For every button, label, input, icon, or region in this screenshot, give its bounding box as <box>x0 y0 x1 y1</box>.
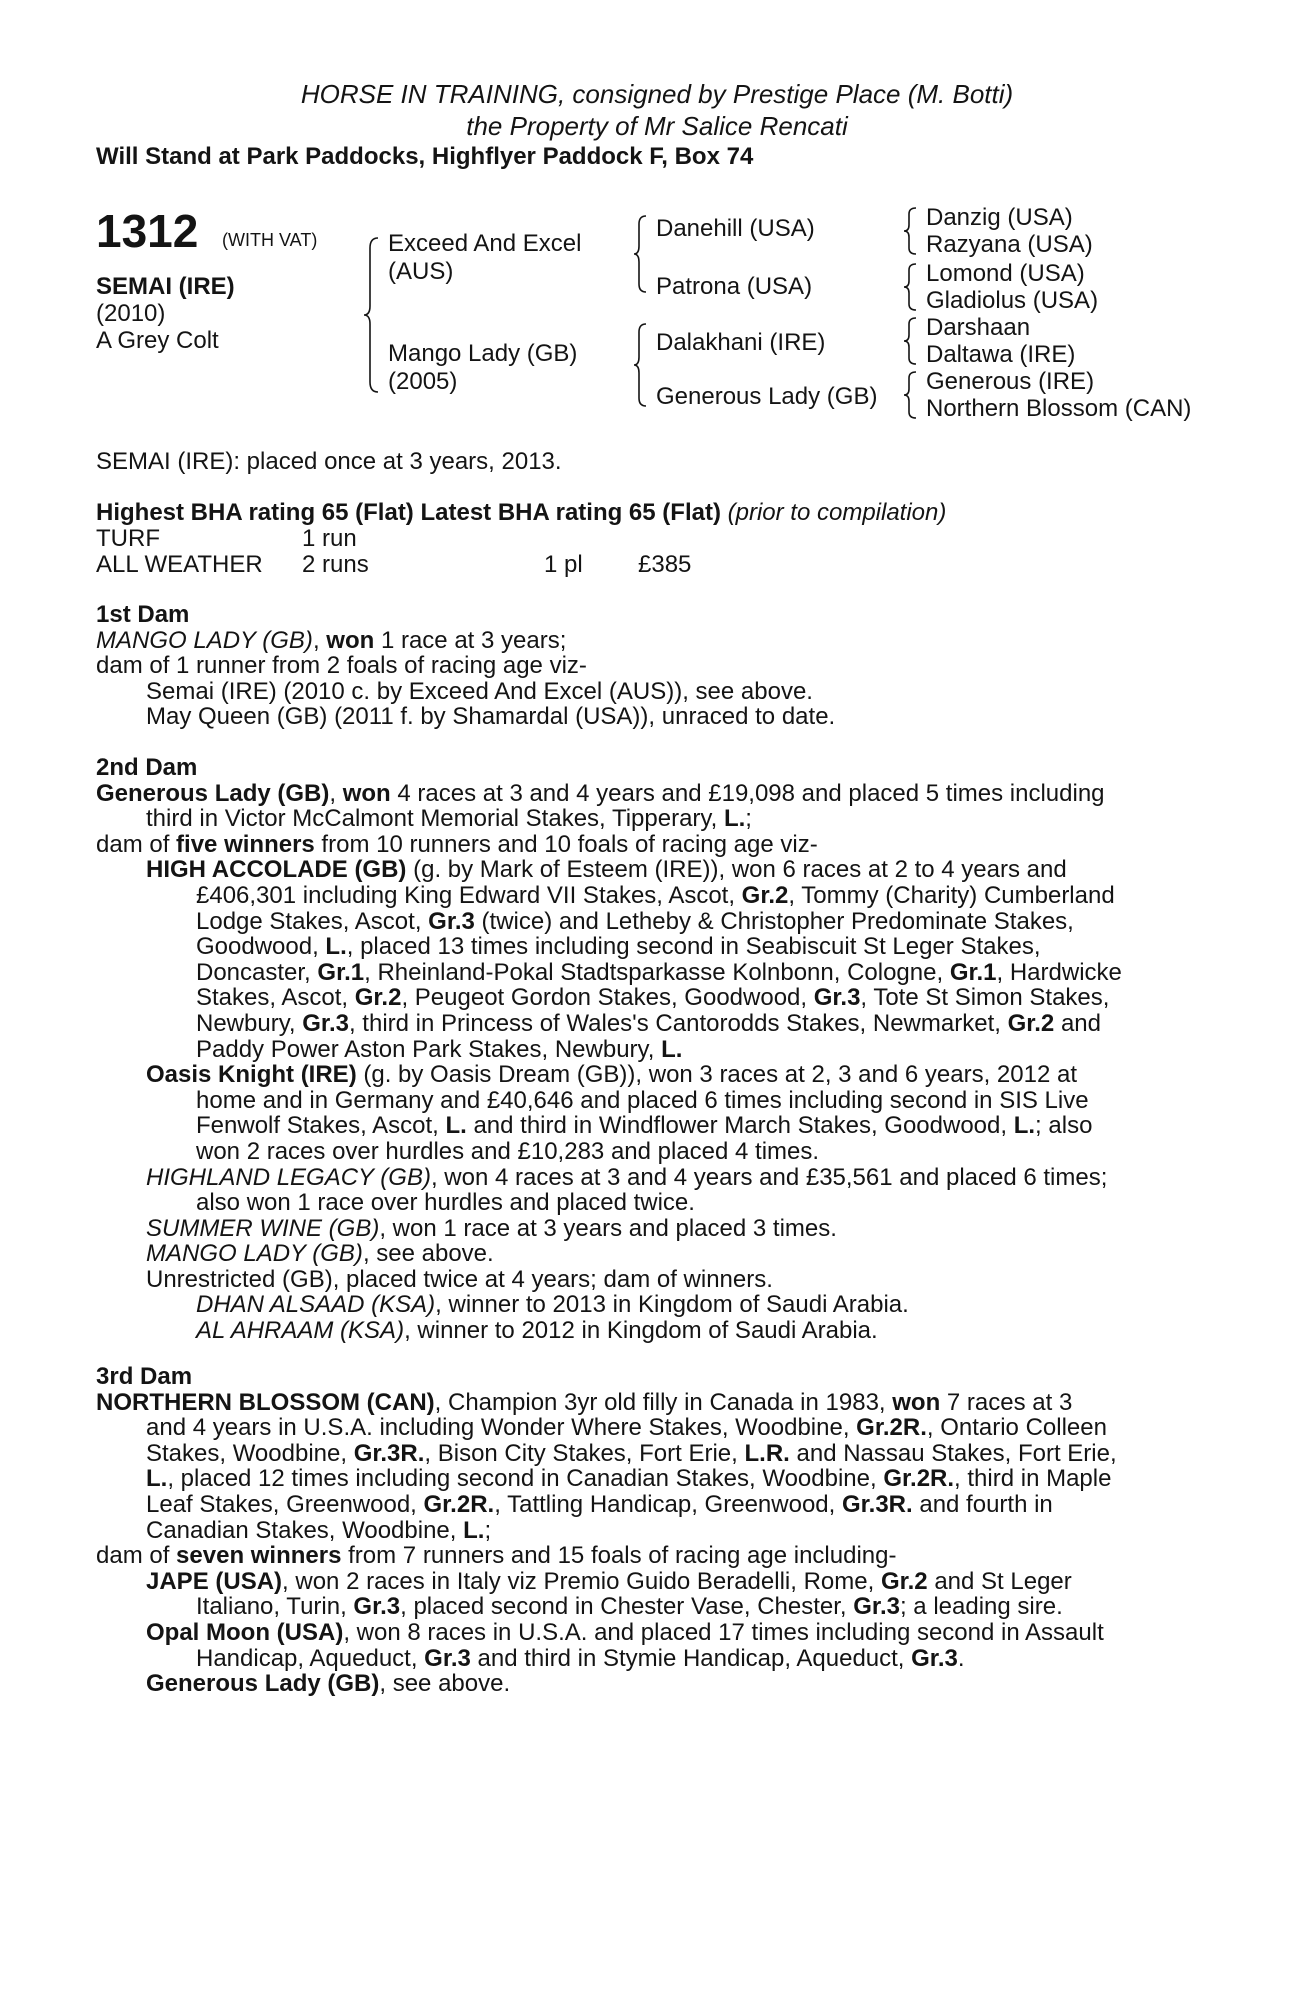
record-aw-placed: 1 pl <box>544 551 583 578</box>
record-row-aw: ALL WEATHER <box>96 551 263 578</box>
pedigree-brace-g12 <box>902 206 922 256</box>
bha-rating-note: (prior to compilation) <box>727 499 947 526</box>
first-dam-foal-1: Semai (IRE) (2010 c. by Exceed And Excel (AUS)), see above. <box>146 677 813 705</box>
pedigree-sire-dam: Patrona (USA) <box>656 273 813 300</box>
third-dam-section: 3rd Dam NORTHERN BLOSSOM (CAN), Champion 3yr old filly in Canada in 1983, won 7 races at 3 and 4 years in U.S.A. including Wonder Where Stakes, Woodbine, Gr.2R., Ontario Colleen Stakes, Woodbine, Gr.3R., Bison City Stakes, Fort Erie, L.R. and Nassau Stakes, Fort Erie, L., placed 12 times including second in Canadian Stakes, Woodbine, Gr.2R., third in Maple Leaf Stakes, Greenwood, Gr.2R., Tattling Handicap, Greenwood, Gr.3R. and fourth in Canadian Stakes, Woodbine, L.; dam of seven winners from 7 runners and 15 foals of racing age including- JAPE (USA), won 2 races in Italy viz Premio Guido Beradelli, Rome, Gr.2 and St Leger Italiano, Turin, Gr.3, placed second in Chester Vase, Chester, Gr.3; a leading sire. Opal Moon (USA), won 8 races in U.S.A. and placed 17 times including second in Assault Handicap, Aqueduct, Gr.3 and third in Stymie Handicap, Aqueduct, Gr.3. Generous Lady (GB), see above. <box>96 1364 1200 1697</box>
header-property: the Property of Mr Salice Rencati <box>466 111 848 141</box>
pedigree-brace-g34 <box>902 262 922 312</box>
produce-jape: JAPE (USA), won 2 races in Italy viz Premio Guido Beradelli, Rome, Gr.2 and St Leger <box>146 1567 1072 1595</box>
pedigree-brace-sire <box>632 214 652 294</box>
pedigree-g1: Danzig (USA) <box>926 204 1073 231</box>
third-dam-produce: dam of seven winners from 7 runners and 15 foals of racing age including- <box>96 1542 897 1570</box>
pedigree-sire: Exceed And Excel (AUS) <box>388 230 582 285</box>
pedigree-brace-g56 <box>902 316 922 366</box>
produce-generous-lady: Generous Lady (GB), see above. <box>146 1670 511 1698</box>
pedigree-g4: Gladiolus (USA) <box>926 287 1099 314</box>
first-dam-heading: 1st Dam <box>96 601 190 628</box>
lot-vat: (WITH VAT) <box>222 230 318 250</box>
header-location: Will Stand at Park Paddocks, Highflyer Paddock F, Box 74 <box>96 143 754 170</box>
produce-oasis-knight: Oasis Knight (IRE) (g. by Oasis Dream (GB)), won 3 races at 2, 3 and 6 years, 2012 at <box>146 1061 1078 1089</box>
produce-summer-wine: SUMMER WINE (GB), won 1 race at 3 years and placed 3 times. <box>146 1214 837 1242</box>
pedigree-g2: Razyana (USA) <box>926 231 1093 258</box>
pedigree-brace-g78 <box>902 370 922 420</box>
record-aw-prize: £385 <box>638 551 692 578</box>
second-dam-heading: 2nd Dam <box>96 754 198 781</box>
produce-dhan-alsaad: DHAN ALSAAD (KSA), winner to 2013 in Kingdom of Saudi Arabia. <box>196 1291 909 1319</box>
third-dam-heading: 3rd Dam <box>96 1363 193 1390</box>
pedigree-g8: Northern Blossom (CAN) <box>926 395 1192 422</box>
pedigree-dam-dam: Generous Lady (GB) <box>656 383 878 410</box>
produce-high-accolade: HIGH ACCOLADE (GB) (g. by Mark of Esteem (IRE)), won 6 races at 2 to 4 years and <box>146 856 1067 884</box>
record-turf-runs: 1 run <box>302 525 357 552</box>
pedigree-g3: Lomond (USA) <box>926 260 1085 287</box>
horse-description: A Grey Colt <box>96 327 219 354</box>
record-aw-runs: 2 runs <box>302 551 369 578</box>
second-dam-section: 2nd Dam Generous Lady (GB), won 4 races at 3 and 4 years and £19,098 and placed 5 times including third in Victor McCalmont Memorial Stakes, Tipperary, L.; dam of five winners from 10 runners and 10 foals of racing age viz- HIGH ACCOLADE (GB) (g. by Mark of Esteem (IRE)), won 6 races at 2 to 4 years and £406,301 including King Edward VII Stakes, Ascot, Gr.2, Tommy (Charity) Cumberland Lodge Stakes, Ascot, Gr.3 (twice) and Letheby & Christopher Predominate Stakes, Goodwood, L., placed 13 times including second in Seabiscuit St Leger Stakes, Doncaster, Gr.1, Rheinland-Pokal Stadtsparkasse Kolnbonn, Cologne, Gr.1, Hardwicke Stakes, Ascot, Gr.2, Peugeot Gordon Stakes, Goodwood, Gr.3, Tote St Simon Stakes, Newbury, Gr.3, third in Princess of Wales's Cantorodds Stakes, Newmarket, Gr.2 and Paddy Power Aston Park Stakes, Newbury, L. Oasis Knight (IRE) (g. by Oasis Dream (GB)), won 3 races at 2, 3 and 6 years, 2012 at home and in Germany and £40,646 and placed 6 times including second in SIS Live Fenwolf Stakes, Ascot, L. and third in Windflower March Stakes, Goodwood, L.; also won 2 races over hurdles and £10,283 and placed 4 times. HIGHLAND LEGACY (GB), won 4 races at 3 and 4 years and £35,561 and placed 6 times; also won 1 race over hurdles and placed twice. SUMMER WINE (GB), won 1 race at 3 years and placed 3 times. MANGO LADY (GB), see above. Unrestricted (GB), placed twice at 4 years; dam of winners. DHAN ALSAAD (KSA), winner to 2013 in Kingdom of Saudi Arabia. AL AHRAAM (KSA), winner to 2012 in Kingdom of Saudi Arabia. <box>96 755 1200 1344</box>
race-summary: SEMAI (IRE): placed once at 3 years, 2013. <box>96 448 562 475</box>
pedigree-dam-sire: Dalakhani (IRE) <box>656 329 826 356</box>
pedigree-g6: Daltawa (IRE) <box>926 341 1076 368</box>
produce-mango-lady: MANGO LADY (GB), see above. <box>146 1240 494 1268</box>
first-dam-name: MANGO LADY (GB) <box>96 626 313 654</box>
first-dam-produce: dam of 1 runner from 2 foals of racing age viz- <box>96 652 587 680</box>
third-dam-record: NORTHERN BLOSSOM (CAN), Champion 3yr old filly in Canada in 1983, won 7 races at 3 <box>96 1388 1073 1416</box>
bha-rating-text: Highest BHA rating 65 (Flat) Latest BHA rating 65 (Flat) <box>96 499 721 526</box>
second-dam-produce: dam of five winners from 10 runners and 10 foals of racing age viz- <box>96 830 818 858</box>
produce-opal-moon: Opal Moon (USA), won 8 races in U.S.A. and placed 17 times including second in Assault <box>146 1618 1104 1646</box>
second-dam-record: Generous Lady (GB), won 4 races at 3 and 4 years and £19,098 and placed 5 times including <box>96 779 1105 807</box>
first-dam-won: won <box>326 626 375 654</box>
produce-unrestricted: Unrestricted (GB), placed twice at 4 years; dam of winners. <box>146 1265 773 1293</box>
lot-number: 1312 <box>96 205 199 257</box>
record-row-turf: TURF <box>96 525 160 552</box>
pedigree-dam: Mango Lady (GB) (2005) <box>388 340 578 395</box>
pedigree-g5: Darshaan <box>926 314 1031 341</box>
first-dam-foal-2: May Queen (GB) (2011 f. by Shamardal (USA)), unraced to date. <box>146 703 836 731</box>
produce-al-ahraam: AL AHRAAM (KSA), winner to 2012 in Kingdom of Saudi Arabia. <box>196 1317 878 1345</box>
produce-highland-legacy: HIGHLAND LEGACY (GB), won 4 races at 3 and 4 years and £35,561 and placed 6 times; <box>146 1163 1108 1191</box>
horse-year: (2010) <box>96 300 166 327</box>
bha-rating <box>96 500 946 526</box>
pedigree-sire-sire: Danehill (USA) <box>656 215 815 242</box>
first-dam-record: 1 race at 3 years; <box>374 626 567 654</box>
pedigree-brace-dam <box>632 322 652 408</box>
header-consignment: HORSE IN TRAINING, consigned by Prestige Place (M. Botti) <box>300 79 1014 109</box>
pedigree-g7: Generous (IRE) <box>926 368 1095 395</box>
first-dam-section: 1st Dam MANGO LADY (GB), won 1 race at 3 years; dam of 1 runner from 2 foals of racing age viz- Semai (IRE) (2010 c. by Exceed And Excel (AUS)), see above. May Queen (GB) (2011 f. by Shamardal (USA)), unraced to date. <box>96 602 1200 730</box>
pedigree-brace-main <box>362 236 384 394</box>
horse-name: SEMAI (IRE) <box>96 273 235 300</box>
